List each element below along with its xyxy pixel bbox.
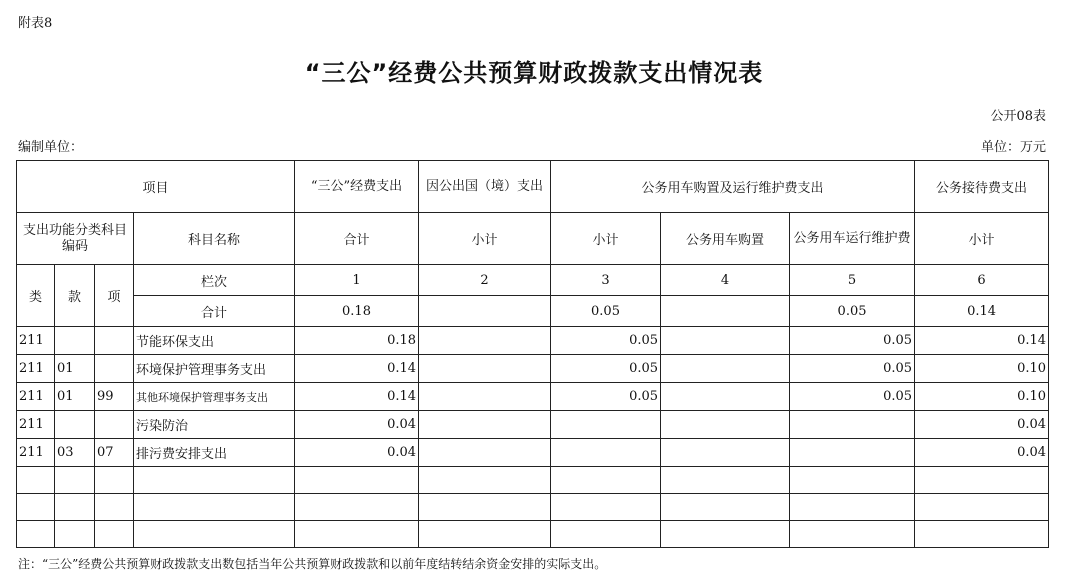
cell-value: 0.14 — [295, 355, 419, 383]
cell-value: 0.14 — [295, 383, 419, 411]
column-number: 2 — [419, 265, 551, 296]
header-func-code: 支出功能分类科目编码 — [17, 213, 134, 265]
table-code: 公开08表 — [990, 109, 1046, 124]
header-xiang: 项 — [95, 265, 134, 327]
cell-xiang — [95, 355, 134, 383]
table-row — [17, 383, 1049, 411]
total-cell: 0.05 — [551, 296, 661, 327]
cell-value: 0.05 — [790, 383, 915, 411]
total-cell: 0.05 — [790, 296, 915, 327]
cell-xiang: 07 — [95, 439, 134, 467]
header-vehicle-subtotal: 小计 — [551, 213, 661, 265]
cell-kuan: 01 — [55, 383, 95, 411]
cell-value: 0.10 — [915, 355, 1049, 383]
header-vehicle-purchase: 公务用车购置 — [661, 213, 790, 265]
cell-lei: 211 — [17, 355, 55, 383]
header-vehicle: 公务用车购置及运行维护费支出 — [551, 161, 915, 213]
cell-value — [661, 327, 790, 355]
header-total: 合计 — [295, 213, 419, 265]
cell-subject-name: 节能环保支出 — [134, 327, 295, 355]
cell-value — [661, 439, 790, 467]
header-abroad-subtotal: 小计 — [419, 213, 551, 265]
cell-value: 0.18 — [295, 327, 419, 355]
cell-value: 0.05 — [551, 383, 661, 411]
column-number: 3 — [551, 265, 661, 296]
total-cell — [661, 296, 790, 327]
cell-value: 0.05 — [551, 355, 661, 383]
empty-row — [17, 521, 1049, 548]
column-number: 4 — [661, 265, 790, 296]
cell-lei: 211 — [17, 327, 55, 355]
column-number: 5 — [790, 265, 915, 296]
header-vehicle-running: 公务用车运行维护费 — [790, 213, 915, 265]
appendix-label: 附表8 — [18, 16, 53, 31]
header-abroad: 因公出国（境）支出 — [419, 161, 551, 213]
empty-row — [17, 467, 1049, 494]
cell-value: 0.04 — [295, 411, 419, 439]
cell-value: 0.14 — [915, 327, 1049, 355]
cell-value: 0.05 — [790, 327, 915, 355]
cell-kuan — [55, 411, 95, 439]
header-subject-name: 科目名称 — [134, 213, 295, 265]
cell-value: 0.05 — [551, 327, 661, 355]
total-cell — [419, 296, 551, 327]
cell-value — [419, 439, 551, 467]
cell-kuan — [55, 327, 95, 355]
cell-subject-name: 其他环境保护管理事务支出 — [134, 383, 295, 411]
cell-value — [419, 383, 551, 411]
cell-value — [661, 383, 790, 411]
footnote: 注：“三公”经费公共预算财政拨款支出数包括当年公共预算财政拨款和以前年度结转结余资金安排的实际支出。 — [18, 557, 607, 571]
page-title: “三公”经费公共预算财政拨款支出情况表 — [304, 59, 764, 87]
cell-value — [419, 327, 551, 355]
cell-value — [551, 439, 661, 467]
three-public-expenses-table — [16, 160, 1049, 548]
total-row-label: 合计 — [134, 296, 295, 327]
cell-lei: 211 — [17, 439, 55, 467]
cell-value — [661, 355, 790, 383]
header-item: 项目 — [17, 161, 295, 213]
total-cell: 0.18 — [295, 296, 419, 327]
header-column-index: 栏次 — [134, 265, 295, 296]
cell-lei: 211 — [17, 411, 55, 439]
cell-kuan: 03 — [55, 439, 95, 467]
cell-value — [790, 439, 915, 467]
table-row — [17, 327, 1049, 355]
column-number: 6 — [915, 265, 1049, 296]
cell-value — [419, 355, 551, 383]
header-reception-subtotal: 小计 — [915, 213, 1049, 265]
table-row — [17, 355, 1049, 383]
table-row — [17, 411, 1049, 439]
empty-row — [17, 494, 1049, 521]
header-lei: 类 — [17, 265, 55, 327]
cell-value — [661, 411, 790, 439]
total-cell: 0.14 — [915, 296, 1049, 327]
header-reception: 公务接待费支出 — [915, 161, 1049, 213]
cell-value — [790, 411, 915, 439]
cell-kuan: 01 — [55, 355, 95, 383]
cell-lei: 211 — [17, 383, 55, 411]
compiling-unit-label: 编制单位： — [18, 140, 84, 155]
cell-xiang — [95, 411, 134, 439]
header-sangong-total: “三公”经费支出 — [295, 161, 419, 213]
table-row — [17, 439, 1049, 467]
column-number: 1 — [295, 265, 419, 296]
cell-value: 0.10 — [915, 383, 1049, 411]
cell-value — [419, 411, 551, 439]
header-kuan: 款 — [55, 265, 95, 327]
cell-value: 0.04 — [915, 439, 1049, 467]
cell-xiang: 99 — [95, 383, 134, 411]
cell-subject-name: 排污费安排支出 — [134, 439, 295, 467]
cell-value: 0.04 — [295, 439, 419, 467]
currency-unit-label: 单位：万元 — [980, 140, 1046, 155]
cell-subject-name: 污染防治 — [134, 411, 295, 439]
cell-value — [551, 411, 661, 439]
cell-value: 0.04 — [915, 411, 1049, 439]
cell-value: 0.05 — [790, 355, 915, 383]
cell-xiang — [95, 327, 134, 355]
cell-subject-name: 环境保护管理事务支出 — [134, 355, 295, 383]
